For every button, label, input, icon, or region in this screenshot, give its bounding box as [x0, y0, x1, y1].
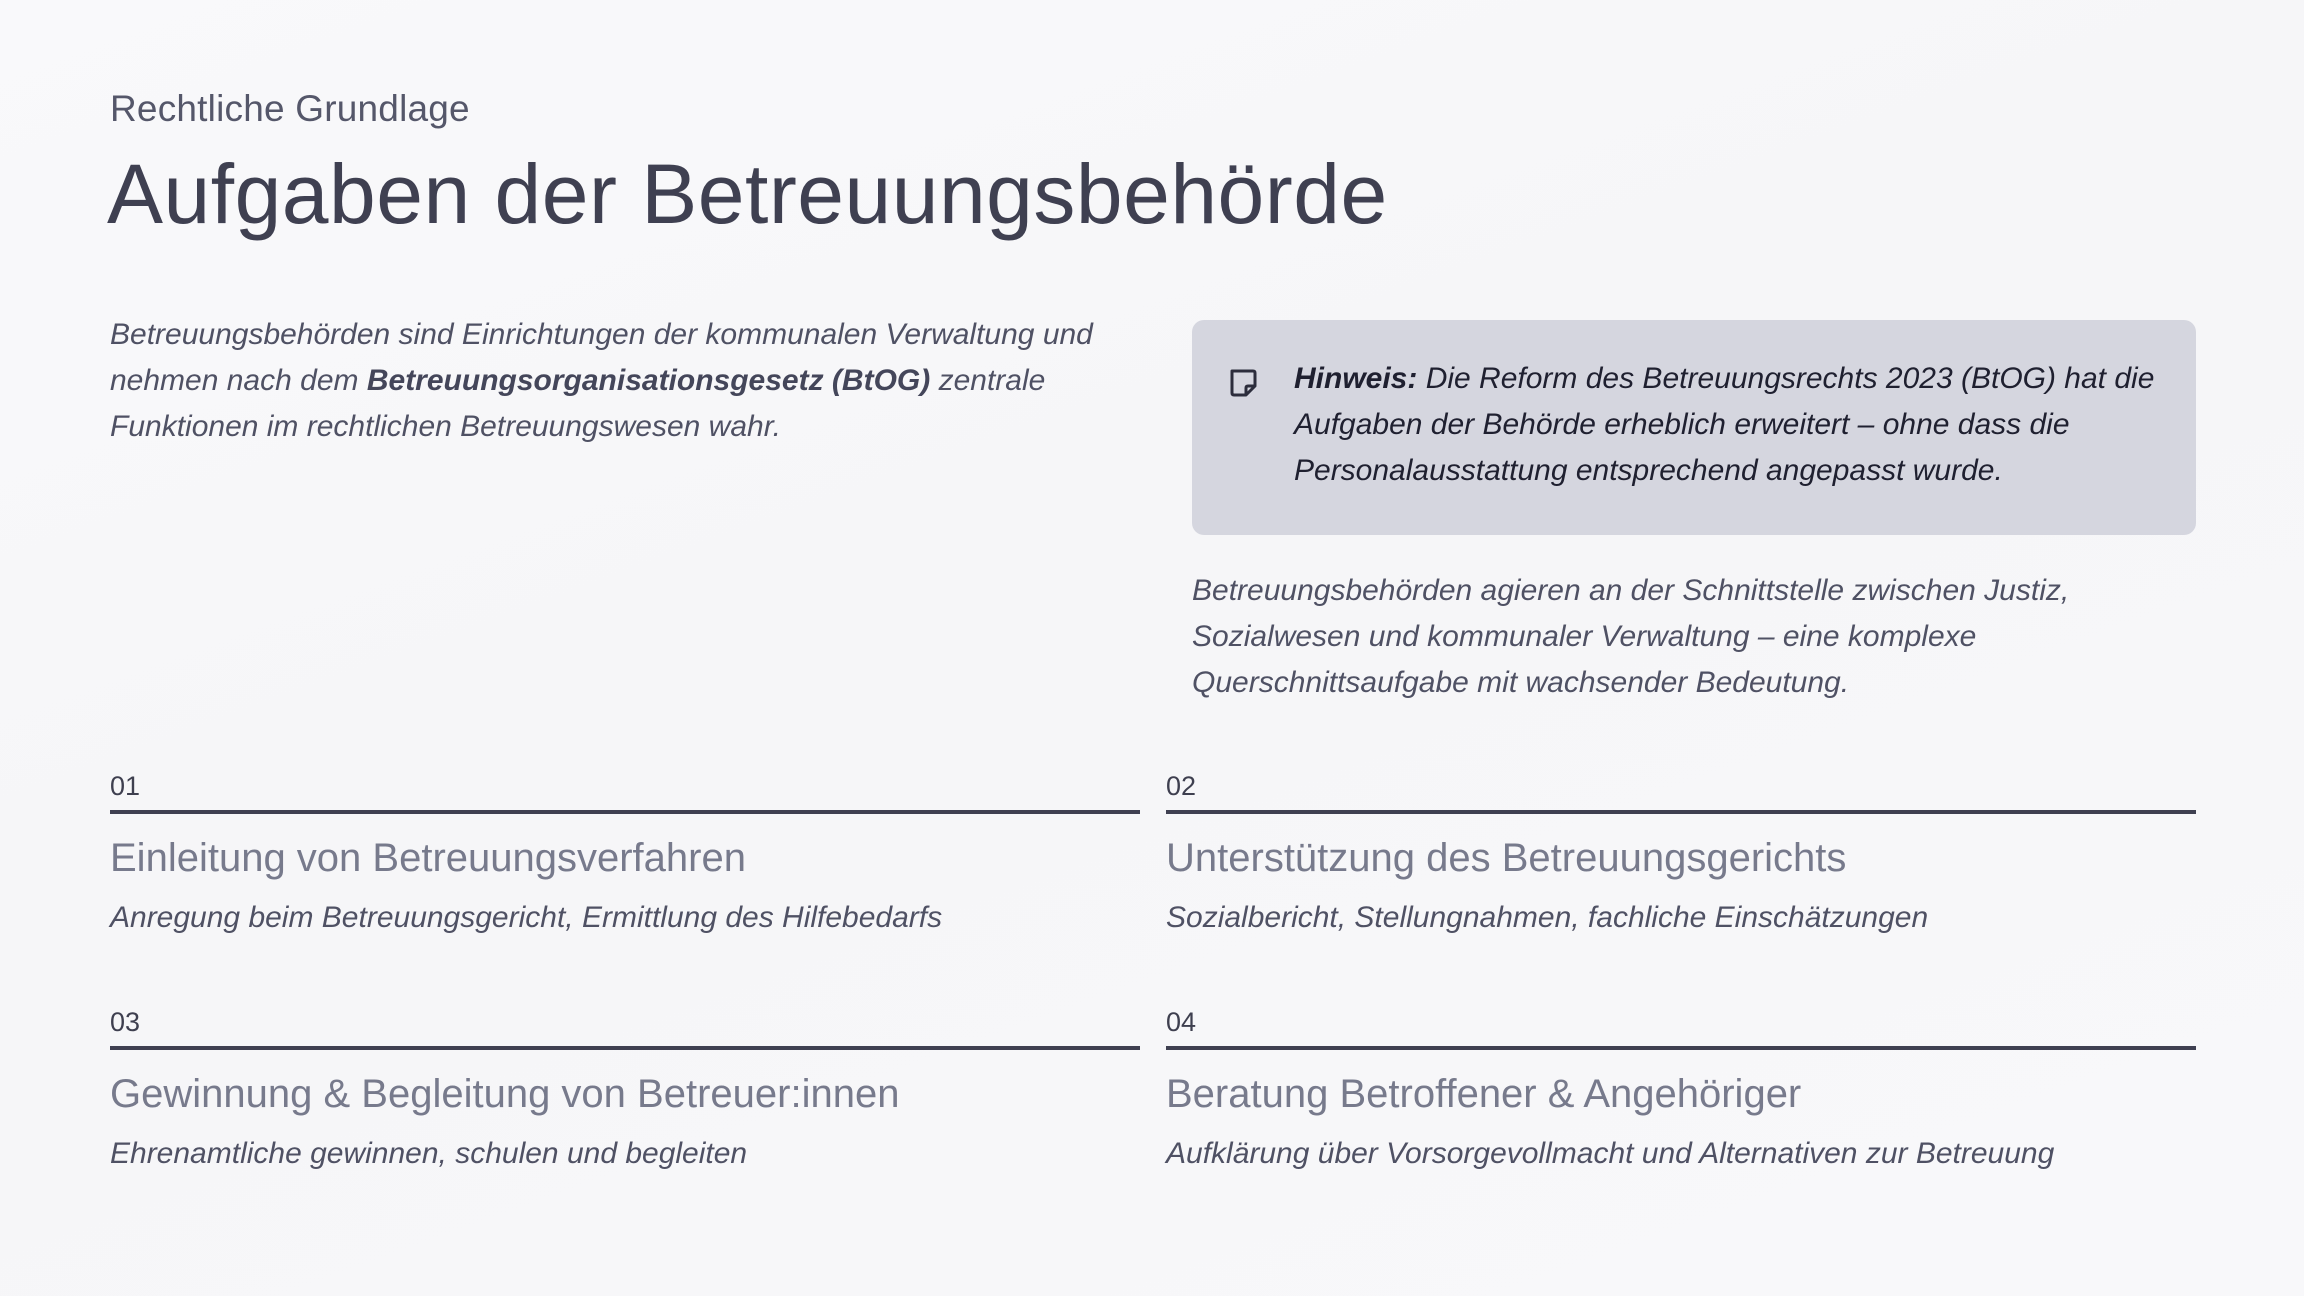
- task-divider: [1166, 810, 2196, 814]
- side-paragraph: Betreuungsbehörden agieren an der Schnittstelle zwischen Justiz, Sozialwesen und kommunaler Verwaltung – eine komplexe Querschnittsaufgabe mit wachsender Bedeutung.: [1192, 574, 2070, 699]
- task-number: 03: [110, 1007, 141, 1037]
- page-title: Aufgaben der Betreuungsbehörde: [107, 147, 1388, 241]
- intro-text-before: Betreuungsbehörden sind Einrichtungen der kommunalen Verwaltung und nehmen nach dem: [110, 318, 1093, 397]
- task-description: Anregung beim Betreuungsgericht, Ermittlung des Hilfebedarfs: [110, 901, 943, 934]
- intro-bold-law: Betreuungsorganisationsgesetz (BtOG): [366, 364, 931, 397]
- task-heading: Einleitung von Betreuungsverfahren: [110, 836, 746, 880]
- section-eyebrow: Rechtliche Grundlage: [110, 88, 470, 129]
- task-item-01: [110, 766, 1140, 938]
- intro-text-after: zentrale Funktionen im rechtlichen Betreuungswesen wahr.: [110, 364, 1046, 443]
- task-description: Sozialbericht, Stellungnahmen, fachliche Einschätzungen: [1166, 901, 1929, 934]
- task-number: 02: [1166, 771, 1197, 801]
- task-number: 01: [110, 771, 141, 801]
- task-item-02: [1166, 766, 2196, 938]
- note-text: [1294, 356, 2174, 494]
- task-number: 04: [1166, 1007, 1197, 1037]
- task-description: Ehrenamtliche gewinnen, schulen und begleiten: [110, 1137, 748, 1170]
- task-divider: [1166, 1046, 2196, 1050]
- note-callout: [1192, 320, 2196, 535]
- task-heading: Gewinnung & Begleitung von Betreuer:innen: [110, 1072, 900, 1116]
- note-label: Hinweis:: [1294, 362, 1418, 395]
- task-item-03: [110, 1002, 1140, 1174]
- task-divider: [110, 810, 1140, 814]
- task-item-04: [1166, 1002, 2196, 1174]
- task-heading: Beratung Betroffener & Angehöriger: [1166, 1072, 1802, 1116]
- task-heading: Unterstützung des Betreuungsgerichts: [1166, 836, 1847, 880]
- note-body: Die Reform des Betreuungsrechts 2023 (BtOG) hat die Aufgaben der Behörde erheblich erweitert – ohne dass die Personalausstattung entsprechend angepasst wurde.: [1294, 362, 2155, 487]
- task-description: Aufklärung über Vorsorgevollmacht und Alternativen zur Betreuung: [1166, 1137, 2055, 1170]
- intro-paragraph: [110, 312, 1120, 450]
- note-icon: [1228, 368, 1258, 398]
- task-divider: [110, 1046, 1140, 1050]
